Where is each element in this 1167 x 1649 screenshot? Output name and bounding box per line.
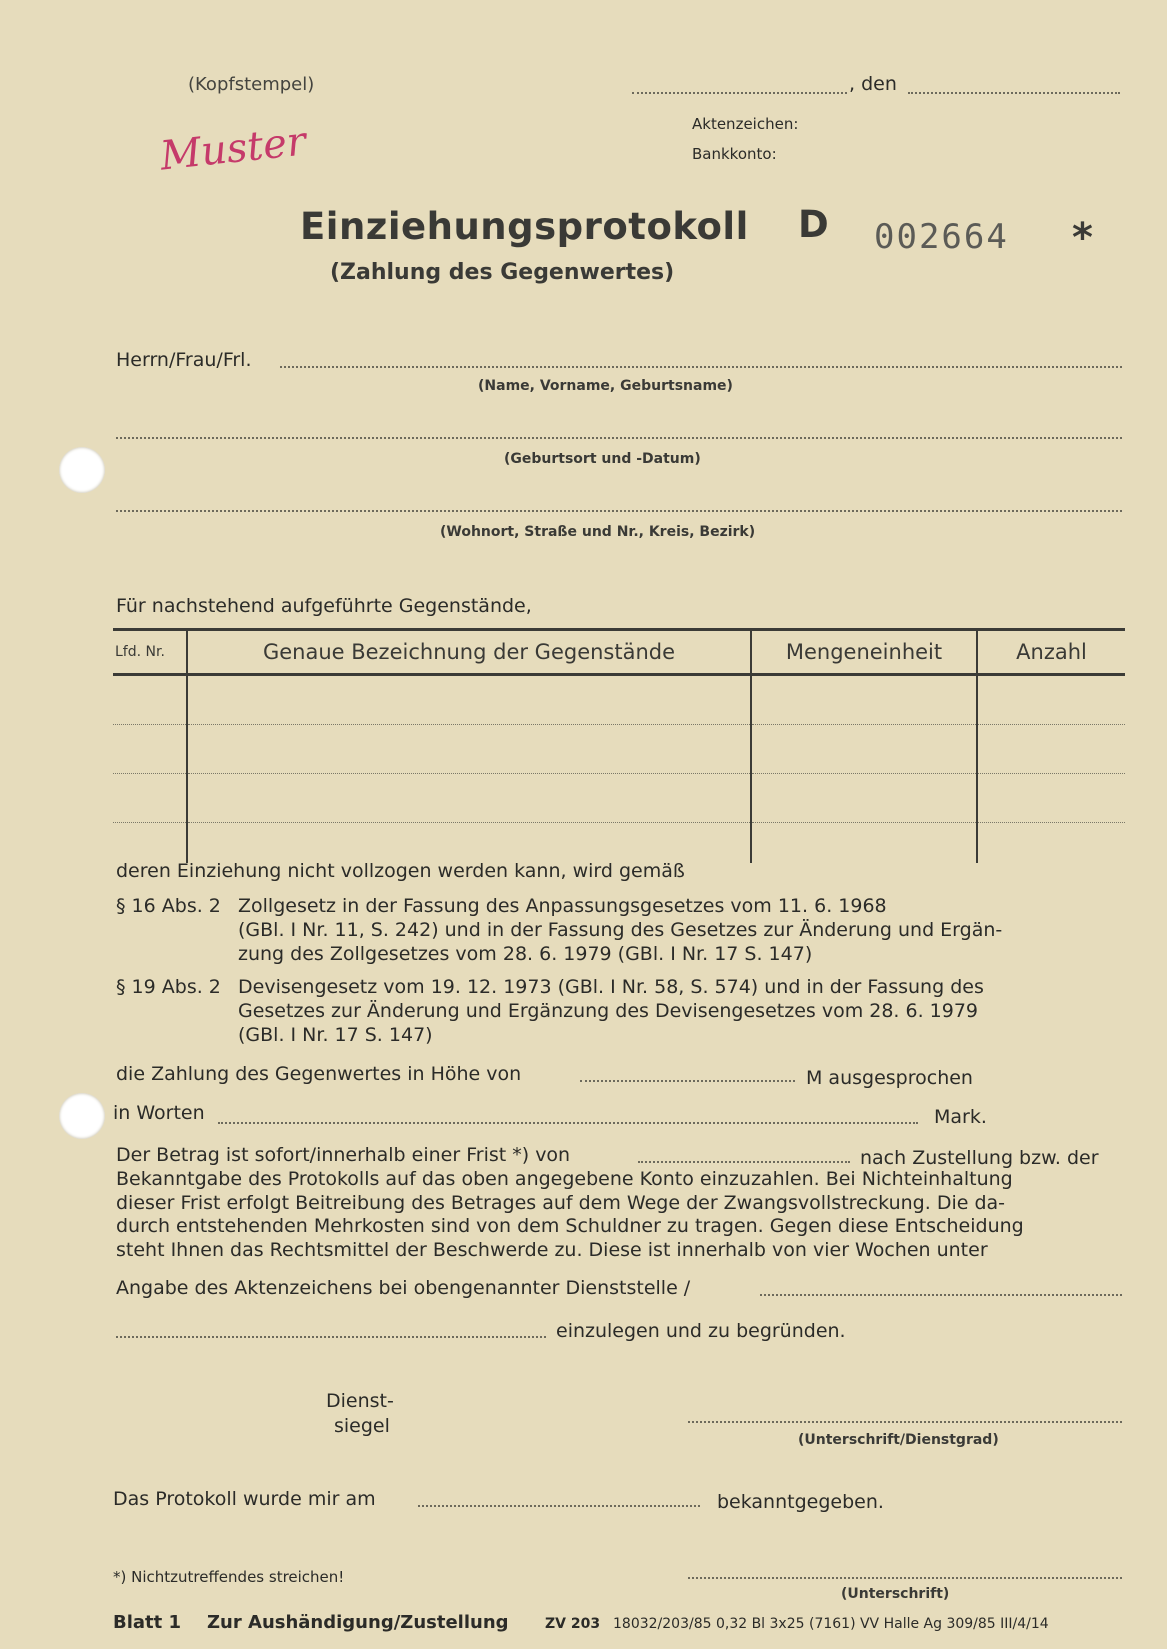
file-suffix: einzulegen und zu begründen. xyxy=(556,1320,846,1342)
name-line[interactable] xyxy=(280,350,1122,368)
footnote: *) Nichtzutreffendes streichen! xyxy=(113,1568,345,1586)
cell[interactable] xyxy=(187,774,751,823)
place-line[interactable] xyxy=(632,75,847,94)
col-mengeneinheit: Mengeneinheit xyxy=(751,630,977,675)
seal-label-1: Dienst- xyxy=(326,1390,394,1412)
words-prefix: in Worten xyxy=(113,1102,205,1124)
cell[interactable] xyxy=(113,774,187,823)
payment-body xyxy=(116,1168,1126,1262)
law-line: (GBl. I Nr. 11, S. 242) und in der Fassung des Gesetzes zur Änderung und Ergän- xyxy=(238,919,1003,941)
law-line: (GBl. I Nr. 17 S. 147) xyxy=(238,1024,433,1046)
bankkonto-label: Bankkonto: xyxy=(692,145,777,163)
cell[interactable] xyxy=(187,725,751,774)
amount-line[interactable] xyxy=(580,1064,795,1082)
cell[interactable] xyxy=(187,675,751,725)
table-row xyxy=(113,725,1125,774)
punch-hole-bottom xyxy=(59,1093,105,1139)
items-outro: deren Einziehung nicht vollzogen werden kann, wird gemäß xyxy=(116,860,685,882)
body-line: Bekanntgabe des Protokolls auf das oben angegebene Konto einzuzahlen. Bei Nichteinhaltung xyxy=(116,1168,1013,1190)
notice-date-line[interactable] xyxy=(418,1489,700,1507)
office-line-2[interactable] xyxy=(116,1320,546,1338)
items-intro: Für nachstehend aufgeführte Gegenstände, xyxy=(116,595,532,617)
cell[interactable] xyxy=(187,823,751,864)
col-anzahl: Anzahl xyxy=(977,630,1125,675)
cell[interactable] xyxy=(113,675,187,725)
cell[interactable] xyxy=(113,725,187,774)
address-line[interactable] xyxy=(116,494,1122,512)
sheet-purpose: Zur Aushändigung/Zustellung xyxy=(207,1612,509,1633)
name-caption: (Name, Vorname, Geburtsname) xyxy=(478,378,733,394)
address-caption: (Wohnort, Straße und Nr., Kreis, Bezirk) xyxy=(440,524,756,540)
law-line: Devisengesetz vom 19. 12. 1973 (GBl. I Nr. 58, S. 574) und in der Fassung des xyxy=(238,976,984,998)
official-signature-line[interactable] xyxy=(688,1405,1122,1423)
body-line: dieser Frist erfolgt Beitreibung des Betrages auf dem Wege der Zwangsvollstreckung. Die da- xyxy=(116,1191,1006,1214)
deadline-prefix: Der Betrag ist sofort/innerhalb einer Frist *) von xyxy=(116,1144,571,1166)
recipient-signature-caption: (Unterschrift) xyxy=(841,1586,950,1602)
sheet-number: Blatt 1 xyxy=(113,1612,182,1633)
salutation-label: Herrn/Frau/Frl. xyxy=(116,349,252,371)
office-line[interactable] xyxy=(760,1278,1122,1296)
cell[interactable] xyxy=(751,675,977,725)
items-table xyxy=(113,628,1125,863)
kopfstempel-label: (Kopfstempel) xyxy=(188,74,315,95)
cell[interactable] xyxy=(977,725,1125,774)
muster-handwriting: Muster xyxy=(157,118,309,180)
col-bezeichnung: Genaue Bezeichnung der Gegenstände xyxy=(187,630,751,675)
punch-hole-top xyxy=(59,447,105,493)
body-line: durch entstehenden Mehrkosten sind von dem Schuldner zu tragen. Gegen diese Entscheidung xyxy=(116,1215,1024,1237)
deadline-suffix: nach Zustellung bzw. der xyxy=(860,1147,1099,1169)
footer xyxy=(113,1612,1123,1642)
cell[interactable] xyxy=(977,823,1125,864)
law-ref: § 19 Abs. 2 xyxy=(116,976,221,998)
law-line: Gesetzes zur Änderung und Ergänzung des Devisengesetzes vom 28. 6. 1979 xyxy=(238,1000,979,1022)
header xyxy=(0,0,1167,180)
date-label: , den xyxy=(849,73,897,95)
birth-line[interactable] xyxy=(116,421,1122,439)
serial-number: 002664 xyxy=(874,217,1009,257)
date-line[interactable] xyxy=(908,75,1120,94)
cell[interactable] xyxy=(977,675,1125,725)
amount-prefix: die Zahlung des Gegenwertes in Höhe von xyxy=(116,1063,522,1085)
form-series-letter: D xyxy=(798,203,830,246)
cell[interactable] xyxy=(751,823,977,864)
cell[interactable] xyxy=(751,774,977,823)
form-subtitle: (Zahlung des Gegenwertes) xyxy=(330,260,675,285)
deadline-line[interactable] xyxy=(638,1145,850,1163)
aktenzeichen-label: Aktenzeichen: xyxy=(692,115,799,133)
table-row xyxy=(113,675,1125,725)
seal-label-2: siegel xyxy=(334,1415,390,1437)
birth-caption: (Geburtsort und -Datum) xyxy=(504,451,701,467)
amount-suffix: M ausgesprochen xyxy=(806,1067,973,1089)
table-row xyxy=(113,774,1125,823)
recipient-signature-line[interactable] xyxy=(688,1561,1122,1579)
form-code: ZV 203 xyxy=(545,1616,601,1632)
words-line[interactable] xyxy=(218,1106,918,1124)
office-prefix: Angabe des Aktenzeichens bei obengenannter Dienststelle / xyxy=(116,1277,691,1299)
table-row xyxy=(113,823,1125,864)
cell[interactable] xyxy=(113,823,187,864)
notice-prefix: Das Protokoll wurde mir am xyxy=(113,1488,376,1510)
title-block xyxy=(0,195,1167,295)
cell[interactable] xyxy=(751,725,977,774)
body-line: steht Ihnen das Rechtsmittel der Beschwerde zu. Diese ist innerhalb von vier Wochen unter xyxy=(116,1238,988,1261)
law-ref: § 16 Abs. 2 xyxy=(116,895,221,917)
asterisk-mark: * xyxy=(1072,215,1093,261)
official-signature-caption: (Unterschrift/Dienstgrad) xyxy=(798,1432,999,1448)
notice-suffix: bekanntgegeben. xyxy=(717,1491,884,1513)
print-info: 18032/203/85 0,32 Bl 3x25 (7161) VV Halle Ag 309/85 III/4/14 xyxy=(613,1616,1049,1632)
words-suffix: Mark. xyxy=(934,1106,987,1128)
law-line: Zollgesetz in der Fassung des Anpassungsgesetzes vom 11. 6. 1968 xyxy=(238,895,887,917)
law-line: zung des Zollgesetzes vom 28. 6. 1979 (GBl. I Nr. 17 S. 147) xyxy=(238,943,813,965)
cell[interactable] xyxy=(977,774,1125,823)
col-lfd-nr: Lfd. Nr. xyxy=(113,630,187,675)
form-title: Einziehungsprotokoll xyxy=(300,205,749,248)
